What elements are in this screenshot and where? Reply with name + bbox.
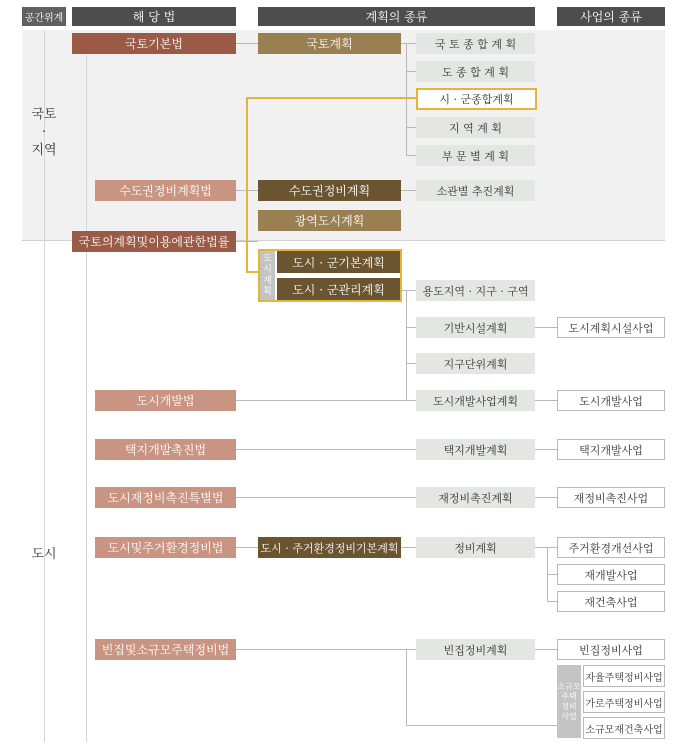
law-renewal-act: 도시재정비촉진특별법 bbox=[95, 487, 236, 508]
subplan-vacant-maintenance: 빈집정비계획 bbox=[416, 639, 535, 660]
connector bbox=[535, 649, 557, 650]
subplan-zoning: 용도지역 · 지구 · 구역 bbox=[416, 280, 535, 301]
connector bbox=[406, 649, 407, 725]
plan-national: 국토계획 bbox=[258, 33, 401, 54]
subplan-national-comprehensive: 국 토 종 합 계 획 bbox=[416, 33, 535, 54]
connector bbox=[401, 290, 416, 291]
subplan-housing-site-dev: 택지개발계획 bbox=[416, 439, 535, 460]
zone-national-regional: 국토 · 지역 bbox=[31, 107, 57, 158]
project-residential-improvement: 주거환경개선사업 bbox=[557, 537, 665, 558]
connector bbox=[236, 649, 416, 650]
header-law: 해 당 법 bbox=[72, 7, 236, 26]
connector bbox=[535, 449, 557, 450]
connector bbox=[401, 43, 416, 44]
urban-plan-label: 도 시 계 획 bbox=[260, 251, 275, 300]
connector bbox=[406, 725, 557, 726]
connector bbox=[535, 327, 557, 328]
subplan-infrastructure: 기반시설계획 bbox=[416, 317, 535, 338]
national-level-band bbox=[22, 30, 665, 240]
connector bbox=[547, 601, 557, 602]
subplan-province-comprehensive: 도 종 합 계 획 bbox=[416, 61, 535, 82]
connector bbox=[236, 547, 258, 548]
subplan-city-county-comprehensive: 시 · 군종합계획 bbox=[416, 88, 537, 110]
subplan-district-unit: 지구단위계획 bbox=[416, 353, 535, 374]
law-urban-development-act: 도시개발법 bbox=[95, 390, 236, 411]
law-residential-act: 도시및주거환경정비법 bbox=[95, 537, 236, 558]
highlight-connector bbox=[246, 271, 258, 273]
connector bbox=[406, 363, 416, 364]
subplan-renewal-promotion: 재정비촉진계획 bbox=[416, 487, 535, 508]
project-reconstruction: 재건축사업 bbox=[557, 591, 665, 612]
connector bbox=[406, 155, 416, 156]
connector bbox=[406, 127, 416, 128]
connector bbox=[406, 327, 416, 328]
subplan-regional: 지 역 계 획 bbox=[416, 117, 535, 138]
project-street-housing: 가로주택정비사업 bbox=[583, 691, 665, 713]
law-housing-site-act: 택지개발촉진법 bbox=[95, 439, 236, 460]
connector bbox=[547, 574, 557, 575]
connector bbox=[236, 400, 416, 401]
subplan-maintenance: 정비계획 bbox=[416, 537, 535, 558]
project-urban-facility: 도시계획시설사업 bbox=[557, 317, 665, 338]
connector bbox=[535, 400, 557, 401]
law-metropolitan-act: 수도권정비계획법 bbox=[95, 180, 236, 201]
highlight-connector bbox=[246, 97, 248, 273]
subplan-ministry: 소관별 추진계획 bbox=[416, 180, 535, 201]
law-land-use-act: 국토의계획및이용에관한법률 bbox=[72, 231, 236, 252]
project-autonomous-housing: 자율주택정비사업 bbox=[583, 665, 665, 687]
law-vacant-house-act: 빈집및소규모주택정비법 bbox=[95, 639, 236, 660]
zone-city: 도시 bbox=[31, 547, 57, 562]
project-renewal: 재정비촉진사업 bbox=[557, 487, 665, 508]
project-vacant-house: 빈집정비사업 bbox=[557, 639, 665, 660]
connector bbox=[236, 497, 416, 498]
connector bbox=[406, 290, 407, 401]
connector bbox=[406, 43, 407, 155]
law-framework-act: 국토기본법 bbox=[72, 33, 236, 54]
highlight-connector bbox=[246, 97, 416, 99]
project-housing-site: 택지개발사업 bbox=[557, 439, 665, 460]
plan-metropolitan: 수도권정비계획 bbox=[258, 180, 401, 201]
subplan-urban-dev-project: 도시개발사업계획 bbox=[416, 390, 535, 411]
small-scale-housing-label: 소규모 주택 정비 사업 bbox=[557, 665, 581, 738]
plan-regional-urban: 광역도시계획 bbox=[258, 210, 401, 231]
connector bbox=[236, 43, 258, 44]
connector bbox=[236, 449, 416, 450]
subplan-sectoral: 부 문 별 계 획 bbox=[416, 145, 535, 166]
connector bbox=[406, 71, 416, 72]
connector bbox=[535, 497, 557, 498]
law-column-line bbox=[86, 55, 87, 742]
plan-residential-basic: 도시 · 주거환경정비기본계획 bbox=[258, 537, 401, 558]
connector bbox=[535, 547, 557, 548]
project-urban-development: 도시개발사업 bbox=[557, 390, 665, 411]
connector bbox=[401, 547, 416, 548]
plan-urban-basic: 도시 · 군기본계획 bbox=[277, 251, 400, 273]
plan-urban-management: 도시 · 군관리계획 bbox=[277, 278, 400, 300]
project-small-reconstruction: 소규모재건축사업 bbox=[583, 717, 665, 739]
header-plan-types: 계획의 종류 bbox=[258, 7, 535, 26]
connector bbox=[401, 190, 416, 191]
project-redevelopment: 재개발사업 bbox=[557, 564, 665, 585]
header-space-hierarchy: 공간위계 bbox=[22, 7, 66, 26]
header-project-types: 사업의 종류 bbox=[557, 7, 665, 26]
